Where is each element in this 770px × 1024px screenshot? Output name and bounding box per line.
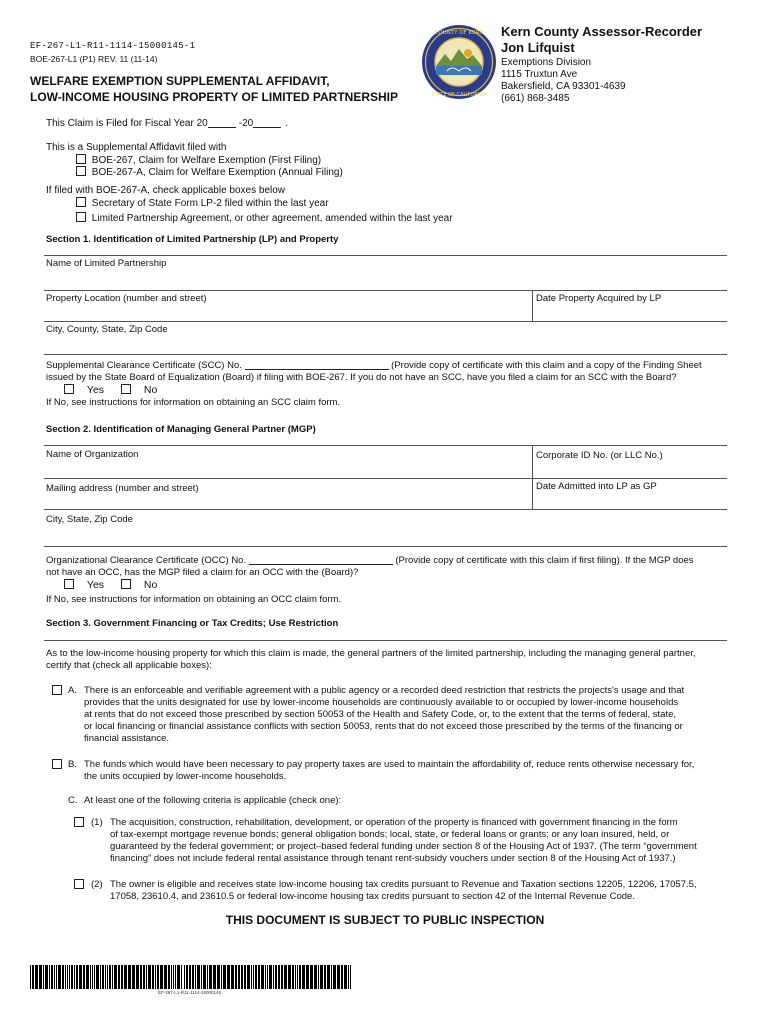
option-b-checkbox[interactable] — [52, 759, 62, 773]
lp-agreement-option — [76, 212, 453, 226]
scc-label: Supplemental Clearance Certificate (SCC) No. — [46, 360, 242, 371]
divider — [44, 354, 727, 355]
scc-yes-label: Yes — [86, 384, 105, 396]
option-c1-text — [110, 817, 697, 865]
divider — [44, 509, 727, 510]
occ-instructions: (Provide copy of certificate with this claim if first filing). If the MGP does — [395, 555, 694, 566]
form-title-line1: WELFARE EXEMPTION SUPPLEMENTAL AFFIDAVIT, — [30, 74, 330, 88]
occ-yes-checkbox[interactable] — [64, 579, 74, 589]
occ-yes-no — [64, 579, 157, 592]
scc-line — [46, 360, 702, 372]
option-a-line: at rents that do not exceed those prescribed by section 50053 of the Health and Safety Code, or, to the extent that the terms of federal, state, — [84, 709, 677, 721]
option-c2-line: 17058, 23610.4, and 23610.5 or federal low-income housing tax credits pursuant to section 42 of the Internal Revenue Code. — [110, 891, 635, 903]
filed-with-intro: This is a Supplemental Affidavit filed with — [46, 142, 227, 153]
lp-city-label: City, County, State, Zip Code — [46, 324, 168, 335]
office-phone: (661) 868-3485 — [501, 93, 570, 104]
boe267-checkbox[interactable] — [76, 154, 86, 164]
boe267a-label: BOE-267-A, Claim for Welfare Exemption (Annual Filing) — [91, 167, 343, 178]
occ-yes-label: Yes — [86, 579, 105, 591]
option-a-label: A. — [68, 685, 77, 696]
occ-number-field[interactable] — [249, 555, 393, 565]
office-name: Kern County Assessor-Recorder — [501, 24, 703, 39]
fiscal-year-start-field[interactable] — [208, 118, 236, 128]
lp-agreement-checkbox[interactable] — [76, 212, 86, 222]
divider — [44, 478, 727, 479]
scc-question: issued by the State Board of Equalization (Board) if filing with BOE-267. If you do not have an SCC, have you filed a claim for an SCC with the Board? — [46, 372, 677, 383]
option-c2-line: The owner is eligible and receives state low-income housing tax credits pursuant to Revenue and Taxation sections 12205, 12206, 17057.5, — [110, 879, 697, 890]
org-name-label: Name of Organization — [46, 449, 139, 460]
mgp-city-field[interactable] — [46, 525, 726, 545]
lp-agreement-label: Limited Partnership Agreement, or other agreement, amended within the last year — [91, 213, 453, 224]
option-c2-text — [110, 879, 697, 903]
fiscal-year-suffix: . — [285, 118, 288, 129]
corp-id-label: Corporate ID No. (or LLC No.) — [536, 450, 663, 461]
if-filed-boe267a-text: If filed with BOE-267-A, check applicable boxes below — [46, 185, 286, 196]
barcode-icon — [30, 965, 354, 989]
section2-heading: Section 2. Identification of Managing General Partner (MGP) — [46, 424, 316, 435]
option-c1-line: of tax-exempt mortgage revenue bonds; general obligation bonds; local, state, or federal loans or grants; or any loan insured, held, or — [110, 829, 670, 841]
option-a-line: financial assistance. — [84, 733, 170, 745]
option-b-line: The funds which would have been necessary to pay property taxes are used to maintain the affordability of, reduce rents otherwise necessary for, — [84, 759, 695, 770]
occ-label: Organizational Clearance Certificate (OCC) No. — [46, 555, 247, 566]
option-c-label: C. — [68, 795, 78, 806]
occ-line — [46, 555, 694, 567]
option-a-line: or local financing or financial assistance conflicts with section 50053, rents that do not exceed those prescribed by the terms of the financing or — [84, 721, 683, 733]
fiscal-year-prefix: This Claim is Filed for Fiscal Year 20 — [46, 118, 208, 129]
division-name: Exemptions Division — [501, 57, 592, 68]
mgp-city-label: City, State, Zip Code — [46, 514, 133, 525]
divider — [532, 478, 533, 509]
occ-question: not have an OCC, has the MGP filed a claim for an OCC with the (Board)? — [46, 567, 359, 578]
lp-city-field[interactable] — [46, 334, 726, 354]
scc-no-label: No — [143, 384, 158, 396]
form-title-line2: LOW-INCOME HOUSING PROPERTY OF LIMITED PARTNERSHIP — [30, 90, 398, 104]
divider — [44, 546, 727, 547]
scc-instructions: (Provide copy of certificate with this claim and a copy of the Finding Sheet — [391, 360, 702, 371]
date-admitted-field[interactable] — [536, 492, 726, 509]
county-seal-icon — [421, 21, 497, 103]
section1-heading: Section 1. Identification of Limited Partnership (LP) and Property — [46, 234, 339, 245]
divider — [532, 445, 533, 478]
officer-name: Jon Lifquist — [501, 40, 575, 55]
divider — [44, 445, 727, 446]
fiscal-year-end-field[interactable] — [253, 118, 281, 128]
occ-no-checkbox[interactable] — [121, 579, 131, 589]
lp2-label: Secretary of State Form LP-2 filed within the last year — [91, 198, 329, 209]
divider — [44, 640, 727, 641]
barcode-text: EF-267-L1-R11-1114-15000145 — [158, 990, 222, 995]
boe267-label: BOE-267, Claim for Welfare Exemption (First Filing) — [91, 155, 322, 166]
boe267a-checkbox[interactable] — [76, 166, 86, 176]
option-a-text — [84, 685, 684, 745]
option-a-line: There is an enforceable and verifiable agreement with a public agency or a recorded deed restriction that restricts the projects's usage and that — [84, 685, 685, 696]
lp2-checkbox[interactable] — [76, 197, 86, 207]
lp-name-label: Name of Limited Partnership — [46, 258, 167, 269]
scc-if-no: If No, see instructions for information on obtaining an SCC claim form. — [46, 397, 341, 408]
org-name-field[interactable] — [46, 460, 530, 478]
fiscal-year-middle: -20 — [238, 118, 254, 129]
mailing-address-label: Mailing address (number and street) — [46, 483, 199, 494]
scc-number-field[interactable] — [245, 360, 389, 370]
form-code: EF-267-L1-R11-1114-15000145-1 — [30, 41, 196, 51]
option-c2-checkbox[interactable] — [74, 879, 84, 893]
date-acquired-field[interactable] — [536, 303, 726, 321]
option-c1-line: financing” does not include federal rental assistance through tenant rent-subsidy vouchers under section 8 of the Housing Act of 1937.) — [110, 853, 676, 865]
svg-text:STATE OF CALIFORNIA: STATE OF CALIFORNIA — [431, 92, 487, 98]
property-location-field[interactable] — [46, 303, 530, 321]
option-b-line: the units occupied by lower-income households. — [84, 771, 287, 783]
scc-yes-no — [64, 384, 157, 397]
option-b-text — [84, 759, 694, 783]
section3-intro-2: certify that (check all applicable boxes): — [46, 660, 212, 671]
date-acquired-label: Date Property Acquired by LP — [536, 293, 662, 304]
mailing-address-field[interactable] — [46, 494, 530, 509]
form-revision: BOE-267-L1 (P1) REV. 11 (11-14) — [30, 54, 158, 64]
option-c1-line: guaranteed by the federal government; or project–based federal funding under section 8 of the Housing Act of 1937. (The term “government — [110, 841, 697, 853]
filed-with-option-boe267a — [76, 166, 343, 180]
fiscal-year-line — [46, 118, 288, 131]
option-c-text: At least one of the following criteria is applicable (check one): — [84, 795, 342, 806]
svg-text:COUNTY OF KERN: COUNTY OF KERN — [434, 30, 484, 36]
office-address-1: 1115 Truxtun Ave — [501, 69, 578, 80]
public-inspection-notice: THIS DOCUMENT IS SUBJECT TO PUBLIC INSPECTION — [225, 913, 545, 927]
scc-no-checkbox[interactable] — [121, 384, 131, 394]
section3-heading: Section 3. Government Financing or Tax Credits; Use Restriction — [46, 618, 339, 629]
property-location-label: Property Location (number and street) — [46, 293, 207, 304]
section3-intro-1: As to the low-income housing property for which this claim is made, the general partners of the limited partnership, including the managing general partner, — [46, 648, 696, 659]
option-c2-label: (2) — [91, 879, 103, 890]
lp-name-field[interactable] — [46, 268, 726, 290]
option-c1-checkbox[interactable] — [74, 817, 84, 831]
divider — [44, 290, 727, 291]
option-c1-label: (1) — [91, 817, 103, 828]
option-b-label: B. — [68, 759, 77, 770]
divider — [44, 321, 727, 322]
occ-no-label: No — [143, 579, 158, 591]
scc-yes-checkbox[interactable] — [64, 384, 74, 394]
divider — [532, 290, 533, 321]
office-address-2: Bakersfield, CA 93301-4639 — [501, 81, 626, 92]
lp2-option — [76, 197, 329, 211]
option-a-line: provides that the units designated for use by lower-income households are continuously available to or occupied by lower-income households — [84, 697, 679, 709]
divider — [44, 255, 727, 256]
occ-if-no: If No, see instructions for information on obtaining an OCC claim form. — [46, 594, 342, 605]
option-c1-line: The acquisition, construction, rehabilitation, development, or operation of the property is financed with government financing in the form — [110, 817, 678, 828]
date-admitted-label: Date Admitted into LP as GP — [536, 481, 657, 492]
option-a-checkbox[interactable] — [52, 685, 62, 699]
corp-id-field[interactable] — [536, 460, 726, 478]
